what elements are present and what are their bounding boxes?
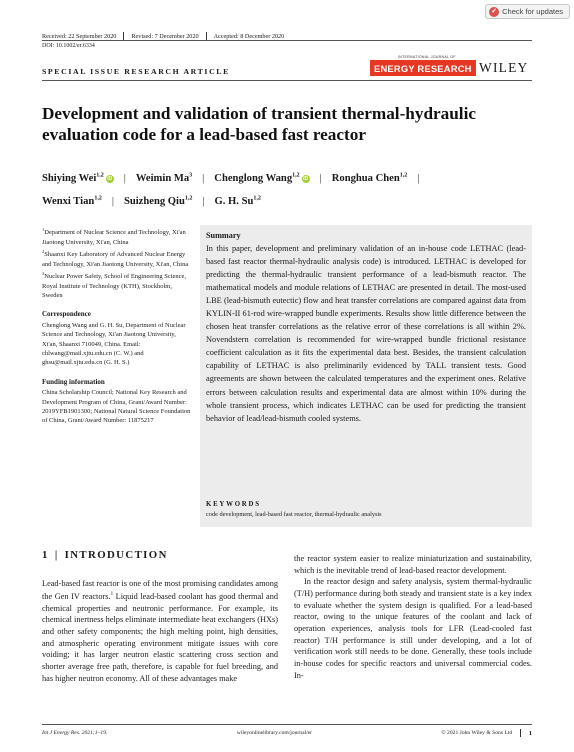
author-name: Chenglong Wang [214, 172, 293, 184]
author-affiliation-ref: 3 [189, 172, 193, 178]
orcid-icon[interactable]: iD [303, 175, 309, 182]
author[interactable] [215, 196, 261, 207]
author[interactable] [332, 173, 408, 184]
affiliations [42, 225, 192, 300]
section-heading: 1 | INTRODUCTION [42, 549, 168, 561]
author-name: Shiying Wei [42, 172, 97, 184]
crossmark-icon: ✓ [489, 7, 499, 17]
divider [206, 32, 207, 40]
divider [123, 32, 124, 40]
article-type: SPECIAL ISSUE RESEARCH ARTICLE [42, 67, 230, 76]
paper-title: Development and validation of transient thermal-hydraulic evaluation code for a lead-based fast reactor [42, 104, 476, 144]
funding-text: China Scholarship Council; National Key Research and Development Program of China, Grant/Award Number: 2019YFB1901300; National Natural Science Foundation of China, Grant/Award Number: 11875217 [42, 389, 191, 425]
check-updates-label: Check for updates [502, 7, 563, 16]
journal-logo-name: ENERGY RESEARCH [374, 62, 472, 74]
author-affiliation-ref: 1,2 [253, 195, 261, 202]
citation-ref[interactable]: 1 [110, 592, 114, 598]
author-affiliation-ref: 1,2 [292, 172, 300, 178]
intro-left-column [42, 550, 278, 684]
orcid-icon[interactable]: iD [107, 175, 113, 182]
journal-logo-small: INTERNATIONAL JOURNAL OF [398, 55, 456, 59]
author-separator: | [111, 196, 114, 208]
author-name: Suizheng Qiu [123, 196, 185, 208]
author-separator: | [417, 172, 420, 184]
affiliation-text: Shaanxi Key Laboratory of Advanced Nuclear Energy and Technology, Xi'an Jiaotong University, Xi'an, China [42, 251, 189, 268]
intro-text: Liquid lead-based coolant has good thermal and chemical properties and neutronic performance. For example, its chemical inertness helps eliminate intermediate heat exchangers (HXs) and other safety components; the high melting point, high densities, and atmospheric operating environment mitigate issues with core voiding; it has larger neutron elastic scattering cross section and shorter average free path, therefore, is capable for fuel breeding, and has higher neutron economy. All of these advantages make [42, 592, 278, 683]
summary-heading: Summary [206, 231, 241, 240]
author-separator: | [202, 172, 205, 184]
affiliation [42, 225, 192, 247]
accepted-date: Accepted: 8 December 2020 [213, 32, 285, 40]
keywords-heading: KEYWORDS [206, 501, 261, 508]
intro-text: Lead-based fast reactor is one of the most promising candidates among the Gen IV reactors. [42, 578, 278, 602]
affiliation-number: 3 [42, 270, 45, 276]
publisher-logo[interactable]: WILEY [479, 60, 529, 75]
header-rule [42, 40, 532, 41]
author[interactable] [124, 196, 192, 207]
article-type-rule [42, 80, 532, 81]
received-date: Received: 22 September 2020 [42, 32, 117, 40]
footer-right [441, 729, 532, 737]
author-separator: | [202, 196, 205, 208]
author[interactable] [42, 173, 114, 184]
sidebar [42, 225, 192, 426]
summary-box [200, 225, 532, 527]
author-separator: | [319, 172, 322, 184]
page-footer [42, 724, 532, 737]
footer-copyright: © 2021 John Wiley & Sons Ltd [441, 730, 513, 736]
affiliation-number: 2 [42, 248, 45, 254]
summary-text: In this paper, development and preliminary validation of an in-house code LETHAC (lead-based fast reactor thermal-hydraulic analysis code) is introduced. LETHAC is developed for predicting the thermal-hydraulic transient performance of a lead-bismuth reactor. The mathematical models and module relations of LETHAC are presented in detail. The most-used LBE (lead-bismuth eutectic) flow and heat transfer correlations are compared against data from KYLIN-II 61-rod wire-wrapped bundle experiments. Results show little difference between the chosen heat transfer correlations as the relative error of these correlations is all within 2%. Novendstern correlation is recommended for wire-wrapped bundle frictional resistance coefficient calculation as it fits the experimental data best. Besides, the transient calculation capability of LETHAC is also preliminarily evidenced by TALL transient tests. Good agreements are shown between the calculated temperatures and the experiment ones. Relative errors between calculation results and experimental data are almost within 10% during the whole transient process, which indicates LETHAC can be used for predicting the transient behavior of lead/lead-bismuth cooled systems. [206, 244, 526, 423]
author-name: Wenxi Tian [42, 196, 95, 208]
affiliation [42, 269, 192, 300]
author[interactable] [136, 173, 192, 184]
affiliation-text: Department of Nuclear Science and Technology, Xi'an Jiaotong University, Xi'an, China [42, 229, 186, 246]
section-title: INTRODUCTION [64, 549, 168, 561]
affiliation [42, 247, 192, 269]
affiliation-text: Nuclear Power Safety, School of Engineering Science, Royal Institute of Technology (KTH), Stockholm, Sweden [42, 273, 187, 299]
footer-citation: Int J Energy Res. 2021;1–19. [42, 730, 108, 736]
doi[interactable]: DOI: 10.1002/er.6334 [42, 43, 95, 49]
author-affiliation-ref: 1,2 [96, 172, 104, 178]
author-affiliation-ref: 1,2 [399, 172, 408, 178]
author[interactable] [42, 196, 102, 207]
author-list [42, 165, 532, 212]
author-affiliation-ref: 1,2 [94, 195, 102, 202]
intro-paragraph: In the reactor design and safety analysis, system thermal-hydraulic (T/H) performance during both steady and transient state is a key index to evaluate whether the system design is qualified. For a lead-based reactor, owing to the unique features of the coolant and lack of operation experiences, analysis tools for LFR (Lead-cooled fast reactor) T/H performance is still under developing, and a lot of verification work still needs to be done. Generally, these tools include in-house codes for specific reactors and universal commercial codes. In- [294, 577, 532, 680]
journal-logo[interactable] [370, 55, 476, 76]
keywords-text: code development, lead-based fast reactor, thermal-hydraulic analysis [206, 511, 382, 518]
section-number: 1 [42, 549, 49, 561]
article-history [42, 32, 284, 40]
footer-url[interactable]: wileyonlinelibrary.com/journal/er [236, 730, 313, 736]
author-name: Weimin Ma [135, 172, 190, 184]
author-name: Ronghua Chen [331, 172, 400, 184]
correspondence-heading: Correspondence [42, 310, 91, 319]
intro-right-column [294, 553, 532, 681]
author[interactable] [214, 173, 309, 184]
affiliation-number: 1 [42, 227, 45, 232]
intro-paragraph [42, 578, 278, 685]
author-separator: | [123, 172, 126, 184]
check-for-updates-badge[interactable] [485, 4, 570, 19]
divider [520, 729, 521, 737]
funding-heading: Funding information [42, 377, 105, 386]
keywords [206, 501, 528, 518]
author-affiliation-ref: 1,2 [184, 195, 193, 202]
page-number: 1 [528, 729, 532, 737]
author-name: G. H. Su [214, 196, 254, 208]
correspondence-text: Chenglong Wang and G. H. Su, Department of Nuclear Science and Technology, Xi'an Jiaotong University, Xi'an, Shaanxi 710049, China. Email: chlwang@mail.xjtu.edu.cn (C. W.) and ghsu@mail.xjtu.edu.cn (G. H. S.) [42, 321, 186, 367]
revised-date: Revised: 7 December 2020 [131, 32, 199, 40]
intro-paragraph: the reactor system easier to realize miniaturization and sustainability, which is the inevitable trend of lead-based reactor development. [294, 554, 532, 575]
